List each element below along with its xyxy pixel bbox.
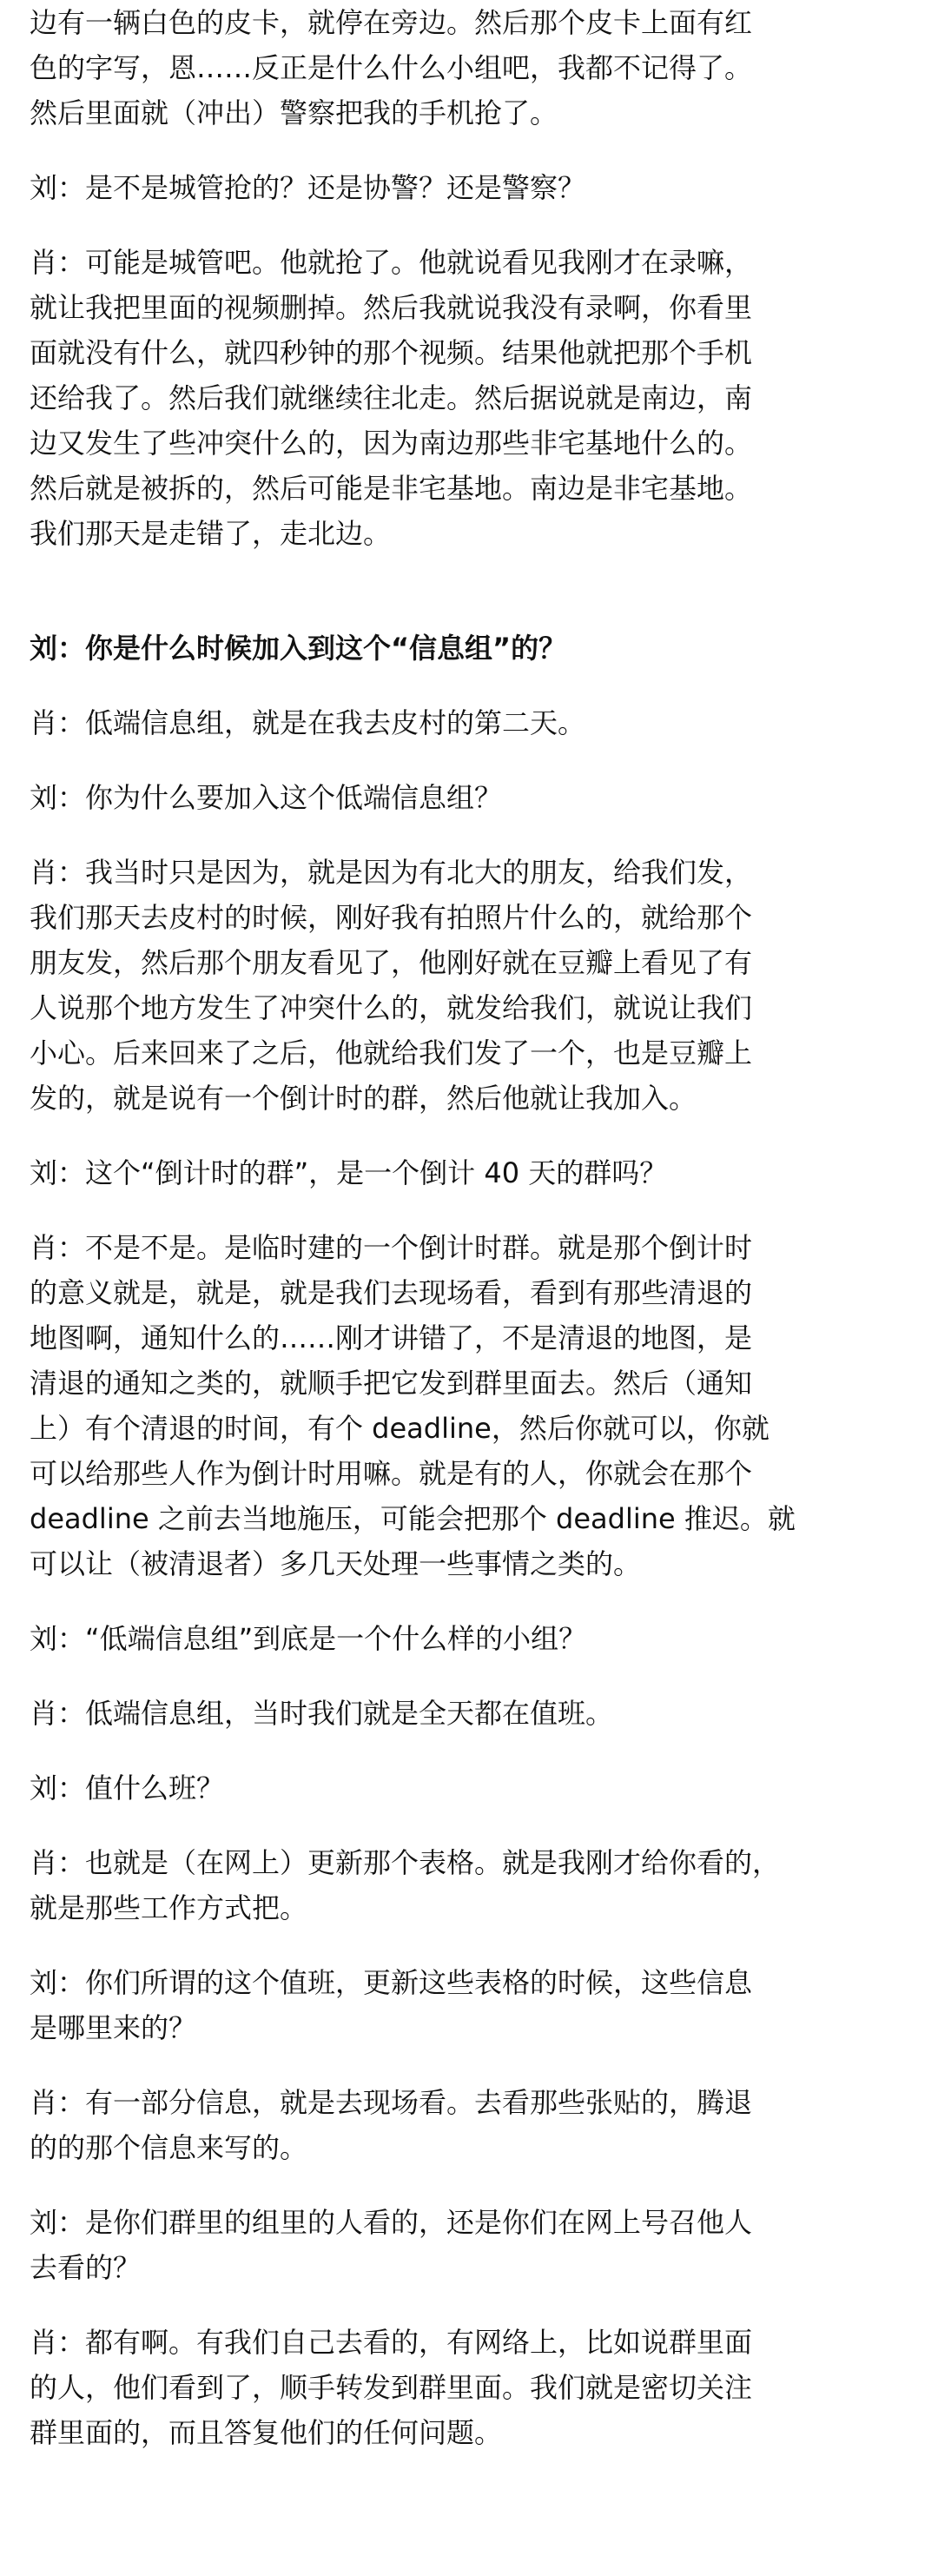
text-line: 的意义就是，就是，就是我们去现场看，看到有那些清退的 xyxy=(30,1276,753,1309)
text-line: 刘：你为什么要加入这个低端信息组？ xyxy=(30,781,503,814)
text-line: 人说那个地方发生了冲突什么的，就发给我们，就说让我们 xyxy=(30,991,753,1024)
text-line: 肖：也就是（在网上）更新那个表格。就是我刚才给你看的， xyxy=(30,1846,781,1879)
text-line: 可以给那些人作为倒计时用嘛。就是有的人，你就会在那个 xyxy=(30,1457,753,1490)
text-line: 朋友发，然后那个朋友看见了，他刚好就在豆瓣上看见了有 xyxy=(30,946,753,979)
text-line: 刘：值什么班？ xyxy=(30,1771,225,1805)
text-line: 刘：你们所谓的这个值班，更新这些表格的时候，这些信息 xyxy=(30,1966,753,1999)
text-line: 我们那天是走错了，走北边。 xyxy=(30,517,392,550)
text-line: 的人，他们看到了，顺手转发到群里面。我们就是密切关注 xyxy=(30,2371,753,2404)
text-line: 然后里面就（冲出）警察把我的手机抢了。 xyxy=(30,96,558,129)
text-line: 发的，就是说有一个倒计时的群，然后他就让我加入。 xyxy=(30,1082,697,1115)
text-line: 我们那天去皮村的时候，刚好我有拍照片什么的，就给那个 xyxy=(30,901,753,934)
text-line: 上）有个清退的时间，有个 deadline，然后你就可以，你就 xyxy=(30,1412,770,1445)
text-line: 刘：这个“倒计时的群”，是一个倒计 40 天的群吗？ xyxy=(30,1156,668,1189)
text-line: 群里面的，而且答复他们的任何问题。 xyxy=(30,2416,503,2449)
text-line: 是哪里来的？ xyxy=(30,2011,197,2044)
text-line: 肖：我当时只是因为，就是因为有北大的朋友，给我们发， xyxy=(30,856,753,889)
text-line: 边又发生了些冲突什么的，因为南边那些非宅基地什么的。 xyxy=(30,427,753,460)
paragraph-question xyxy=(30,1150,908,1195)
heading-line: 刘：你是什么时候加入到这个“信息组”的？ xyxy=(30,632,567,665)
text-line: 的的那个信息来写的。 xyxy=(30,2131,308,2164)
text-line: 可以让（被清退者）多几天处理一些事情之类的。 xyxy=(30,1547,642,1580)
text-line: 刘：是你们群里的组里的人看的，还是你们在网上号召他人 xyxy=(30,2206,753,2239)
text-line: 肖：不是不是。是临时建的一个倒计时群。就是那个倒计时 xyxy=(30,1231,753,1264)
paragraph-question xyxy=(30,165,908,210)
paragraph-question xyxy=(30,775,908,820)
text-line: 还给我了。然后我们就继续往北走。然后据说就是南边，南 xyxy=(30,381,753,414)
paragraph-answer xyxy=(30,240,908,556)
text-line: 刘：“低端信息组”到底是一个什么样的小组？ xyxy=(30,1622,587,1655)
text-line: 面就没有什么，就四秒钟的那个视频。结果他就把那个手机 xyxy=(30,336,753,369)
text-line: 清退的通知之类的，就顺手把它发到群里面去。然后（通知 xyxy=(30,1367,753,1400)
text-line: 肖：低端信息组，就是在我去皮村的第二天。 xyxy=(30,706,586,739)
text-line: 肖：都有啊。有我们自己去看的，有网络上，比如说群里面 xyxy=(30,2326,753,2359)
paragraph-answer xyxy=(30,850,908,1121)
text-line: 边有一辆白色的皮卡，就停在旁边。然后那个皮卡上面有红 xyxy=(30,6,753,39)
paragraph-question xyxy=(30,2200,908,2290)
text-line: 肖：可能是城管吧。他就抢了。他就说看见我刚才在录嘛， xyxy=(30,246,753,279)
text-line: 刘：是不是城管抢的？还是协警？还是警察？ xyxy=(30,171,586,204)
paragraph-question xyxy=(30,1960,908,2050)
paragraph-answer xyxy=(30,700,908,745)
paragraph-question xyxy=(30,1765,908,1811)
text-line: 小心。后来回来了之后，他就给我们发了一个，也是豆瓣上 xyxy=(30,1036,753,1069)
paragraph-answer xyxy=(30,1691,908,1736)
paragraph-intro xyxy=(30,0,908,136)
text-line: deadline 之前去当地施压，可能会把那个 deadline 推迟。就 xyxy=(30,1502,796,1535)
text-line: 地图啊，通知什么的……刚才讲错了，不是清退的地图，是 xyxy=(30,1321,753,1354)
text-line: 色的字写，恩……反正是什么什么小组吧，我都不记得了。 xyxy=(30,51,753,84)
section-heading xyxy=(30,626,908,671)
text-line: 肖：有一部分信息，就是去现场看。去看那些张贴的，腾退 xyxy=(30,2086,753,2119)
paragraph-answer xyxy=(30,1840,908,1930)
text-line: 然后就是被拆的，然后可能是非宅基地。南边是非宅基地。 xyxy=(30,472,753,505)
text-line: 就让我把里面的视频删掉。然后我就说我没有录啊，你看里 xyxy=(30,291,753,324)
paragraph-answer xyxy=(30,2320,908,2455)
paragraph-answer xyxy=(30,1225,908,1586)
text-line: 就是那些工作方式把。 xyxy=(30,1891,308,1924)
paragraph-question xyxy=(30,1616,908,1661)
text-line: 去看的？ xyxy=(30,2251,142,2284)
text-line: 肖：低端信息组，当时我们就是全天都在值班。 xyxy=(30,1697,614,1730)
paragraph-answer xyxy=(30,2080,908,2170)
